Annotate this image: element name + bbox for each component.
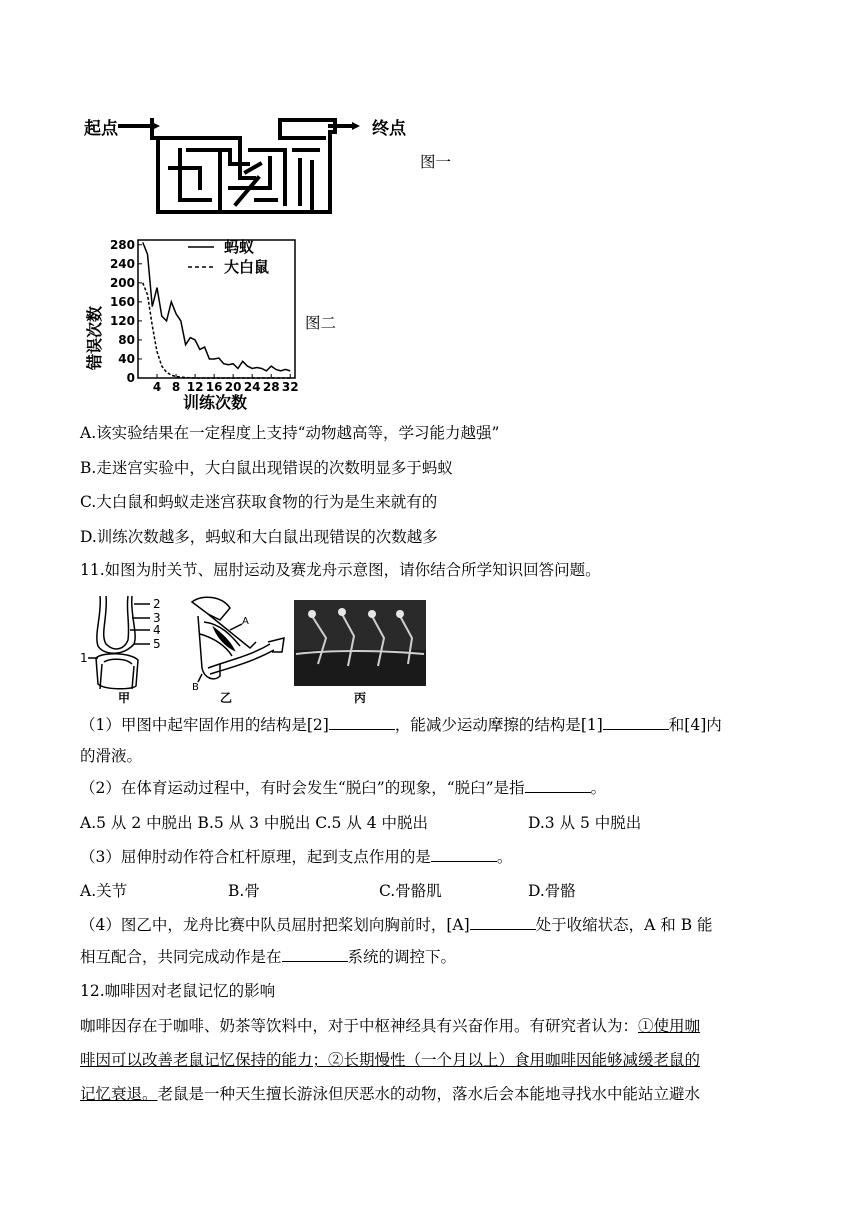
y-tick-label: 40 bbox=[118, 351, 135, 366]
q11-part1-line2: 的滑液。 bbox=[80, 747, 143, 765]
chart-ylabel: 错误次数 bbox=[85, 305, 104, 371]
q11-p3-end: 。 bbox=[496, 848, 513, 866]
q11-part2-option-d: D.3 从 5 中脱出 bbox=[528, 814, 642, 832]
q11-figure-drawing bbox=[80, 594, 440, 704]
label-b: B bbox=[192, 682, 199, 693]
q11-p4-text-d: 系统的调控下。 bbox=[347, 948, 457, 966]
y-tick-label: 0 bbox=[126, 371, 135, 385]
x-tick-label: 20 bbox=[224, 380, 242, 394]
q11-p3-text: （3）屈伸肘动作符合杠杆原理，起到支点作用的是 bbox=[80, 848, 431, 866]
x-tick-label: 24 bbox=[243, 380, 261, 394]
maze-end-label: 终点 bbox=[372, 119, 406, 139]
y-tick-label: 240 bbox=[109, 256, 135, 271]
q10-option-b: B.走迷宫实验中，大白鼠出现错误的次数明显多于蚂蚁 bbox=[80, 459, 453, 477]
blank-2[interactable] bbox=[329, 715, 395, 730]
x-tick-label: 4 bbox=[152, 380, 162, 394]
blank-system[interactable] bbox=[282, 947, 348, 962]
q11-part2-options-abc: A.5 从 2 中脱出 B.5 从 3 中脱出 C.5 从 4 中脱出 bbox=[80, 814, 429, 832]
y-tick-label: 280 bbox=[109, 237, 135, 252]
maze-caption: 图一 bbox=[420, 153, 452, 171]
x-tick-label: 12 bbox=[186, 380, 204, 394]
q10-option-c: C.大白鼠和蚂蚁走迷宫获取食物的行为是生来就有的 bbox=[80, 493, 438, 511]
q11-part3-option-c: C.骨骼肌 bbox=[379, 882, 442, 900]
label-4: 4 bbox=[153, 623, 161, 637]
q12-line3 bbox=[80, 1084, 700, 1104]
y-tick-label: 200 bbox=[109, 275, 135, 290]
x-tick-label: 28 bbox=[262, 380, 280, 394]
x-tick-label: 32 bbox=[281, 380, 299, 394]
q11-stem: 11.如图为肘关节、屈肘运动及赛龙舟示意图，请你结合所学知识回答问题。 bbox=[80, 561, 601, 579]
q11-part3-option-a: A.关节 bbox=[80, 882, 128, 900]
q11-part2 bbox=[80, 778, 606, 798]
q10-option-a: A.该实验结果在一定程度上支持“动物越高等，学习能力越强” bbox=[80, 424, 500, 442]
maze-start-label: 起点 bbox=[84, 119, 118, 139]
y-tick-label: 80 bbox=[118, 332, 135, 347]
q11-figures bbox=[80, 594, 440, 704]
blank-fulcrum[interactable] bbox=[431, 847, 497, 862]
q11-p4-text-a: （4）图乙中，龙舟比赛中队员屈肘把桨划向胸前时，[A] bbox=[80, 916, 470, 934]
q11-part1-line1 bbox=[80, 715, 722, 735]
legend-label-1: 大白鼠 bbox=[224, 258, 270, 276]
label-jia: 甲 bbox=[118, 691, 131, 704]
x-tick-label: 16 bbox=[205, 380, 223, 394]
label-bing: 丙 bbox=[354, 691, 367, 704]
chart-caption: 图二 bbox=[305, 314, 337, 332]
blank-1[interactable] bbox=[603, 715, 669, 730]
q12-line2: 啡因可以改善老鼠记忆保持的能力；②长期慢性（一个月以上）食用咖啡因能够减缓老鼠的 bbox=[80, 1051, 701, 1069]
q10-option-d: D.训练次数越多，蚂蚁和大白鼠出现错误的次数越多 bbox=[80, 528, 438, 546]
q11-part4-line2 bbox=[80, 947, 456, 967]
chart-frame bbox=[138, 240, 295, 378]
q12-l3-text: 老鼠是一种天生擅长游泳但厌恶水的动物，落水后会本能地寻找水中能站立避水 bbox=[157, 1085, 701, 1103]
q12-title: 12.咖啡因对老鼠记忆的影响 bbox=[80, 982, 276, 1000]
label-3: 3 bbox=[153, 611, 161, 625]
q11-p1-text-c: 和[4]内 bbox=[668, 716, 722, 734]
maze-drawing bbox=[80, 108, 460, 218]
label-5: 5 bbox=[153, 637, 161, 651]
chart-svg bbox=[80, 228, 310, 413]
q11-p1-text-b: ，能减少运动摩擦的结构是[1] bbox=[394, 716, 603, 734]
q12-l3-underlined: 记忆衰退。 bbox=[80, 1085, 158, 1103]
legend-label-0: 蚂蚁 bbox=[224, 238, 255, 256]
q11-part4-line1 bbox=[80, 915, 713, 935]
q11-part3-option-d: D.骨骼 bbox=[528, 882, 576, 900]
label-a: A bbox=[242, 616, 249, 627]
q12-line1 bbox=[80, 1016, 700, 1036]
chart-xlabel: 训练次数 bbox=[182, 393, 248, 412]
q11-p2-text: （2）在体育运动过程中，有时会发生“脱臼”的现象，“脱臼”是指 bbox=[80, 779, 525, 797]
y-tick-label: 120 bbox=[109, 313, 135, 328]
x-tick-label: 8 bbox=[171, 380, 181, 394]
label-1: 1 bbox=[80, 651, 88, 665]
error-chart bbox=[80, 228, 310, 413]
q12-l1-text: 咖啡因存在于咖啡、奶茶等饮料中，对于中枢神经具有兴奋作用。有研究者认为： bbox=[80, 1017, 639, 1035]
maze-figure bbox=[80, 108, 460, 218]
q11-p4-text-c: 相互配合，共同完成动作是在 bbox=[80, 948, 282, 966]
label-2: 2 bbox=[153, 597, 161, 611]
label-yi: 乙 bbox=[220, 691, 233, 704]
y-tick-label: 160 bbox=[109, 294, 135, 309]
q11-p2-end: 。 bbox=[590, 779, 607, 797]
blank-a[interactable] bbox=[470, 915, 536, 930]
q11-p1-text-a: （1）甲图中起牢固作用的结构是[2] bbox=[80, 716, 329, 734]
q11-part3 bbox=[80, 847, 512, 867]
q12-l1-underlined: ①使用咖 bbox=[638, 1017, 701, 1035]
blank-dislocation[interactable] bbox=[525, 778, 591, 793]
q11-part3-option-b: B.骨 bbox=[228, 882, 260, 900]
series-line-1 bbox=[143, 283, 290, 378]
q11-p4-text-b: 处于收缩状态，A 和 B 能 bbox=[535, 916, 713, 934]
